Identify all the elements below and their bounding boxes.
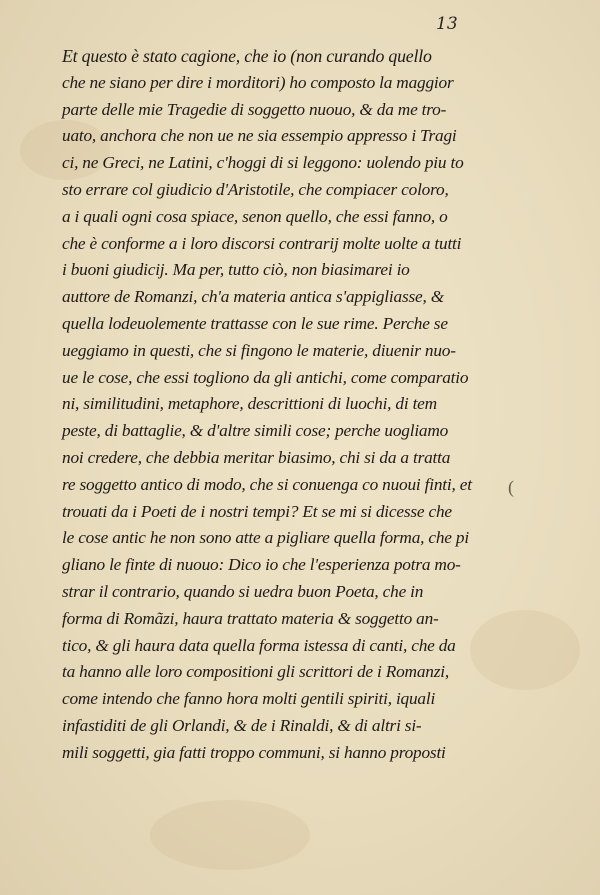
margin-mark: (	[508, 477, 514, 497]
text-line: strar il contrario, quando si uedra buon Poeta, che in	[62, 581, 424, 601]
text-line: che ne siano per dire i morditori) ho composto la maggior	[62, 72, 454, 92]
text-line: Et questo è stato cagione, che io (non curando quello	[62, 46, 432, 66]
text-line: a i quali ogni cosa spiace, senon quello, che essi fanno, o	[62, 206, 448, 226]
text-line: che è conforme a i loro discorsi contrarij molte uolte a tutti	[62, 233, 462, 253]
text-line: ueggiamo in questi, che si fingono le materie, diuenir nuo-	[62, 340, 456, 360]
text-line: uato, anchora che non ue ne sia essempio appresso i Tragi	[62, 126, 457, 146]
text-block	[62, 43, 524, 767]
text-line: sto errare col giudicio d'Aristotile, che compiacer coloro,	[62, 179, 449, 199]
text-line: infastiditi de gli Orlandi, & de i Rinaldi, & di altri si-	[62, 715, 422, 735]
text-line: forma di Romãzi, haura trattato materia & soggetto an-	[62, 608, 439, 628]
text-line: parte delle mie Tragedie di soggetto nuouo, & da me tro-	[62, 99, 447, 119]
text-line: noi credere, che debbia meritar biasimo, chi si da a tratta	[62, 447, 451, 467]
text-line: quella lodeuolemente trattasse con le sue rime. Perche se	[62, 313, 448, 333]
text-line: auttore de Romanzi, ch'a materia antica s'appigliasse, &	[62, 287, 444, 307]
text-line: gliano le finte di nuouo: Dico io che l'esperienza potra mo-	[62, 555, 461, 575]
text-line: come intendo che fanno hora molti gentili spiriti, iquali	[62, 689, 436, 709]
text-line: ue le cose, che essi togliono da gli antichi, come comparatio	[62, 367, 469, 387]
text-line: i buoni giudicij. Ma per, tutto ciò, non biasimarei io	[62, 260, 410, 280]
text-line: ci, ne Greci, ne Latini, c'hoggi di si leggono: uolendo piu to	[62, 153, 464, 173]
text-line: mili soggetti, gia fatti troppo communi, si hanno proposti	[62, 742, 446, 762]
paper-stain	[150, 800, 310, 870]
text-line: re soggetto antico di modo, che si conuenga co nuoui finti, et	[62, 474, 472, 494]
text-line: peste, di battaglie, & d'altre simili cose; perche uogliamo	[62, 421, 449, 441]
text-line: ni, similitudini, metaphore, descrittioni di luochi, di tem	[62, 394, 437, 414]
page-number: 13	[436, 14, 458, 34]
text-line: le cose antic he non sono atte a pigliare quella forma, che pi	[62, 528, 469, 548]
text-line: trouati da i Poeti de i nostri tempi? Et se mi si dicesse che	[62, 501, 452, 521]
text-line: ta hanno alle loro compositioni gli scrittori de i Romanzi,	[62, 662, 449, 682]
text-line: tico, & gli haura data quella forma istessa di canti, che da	[62, 635, 456, 655]
